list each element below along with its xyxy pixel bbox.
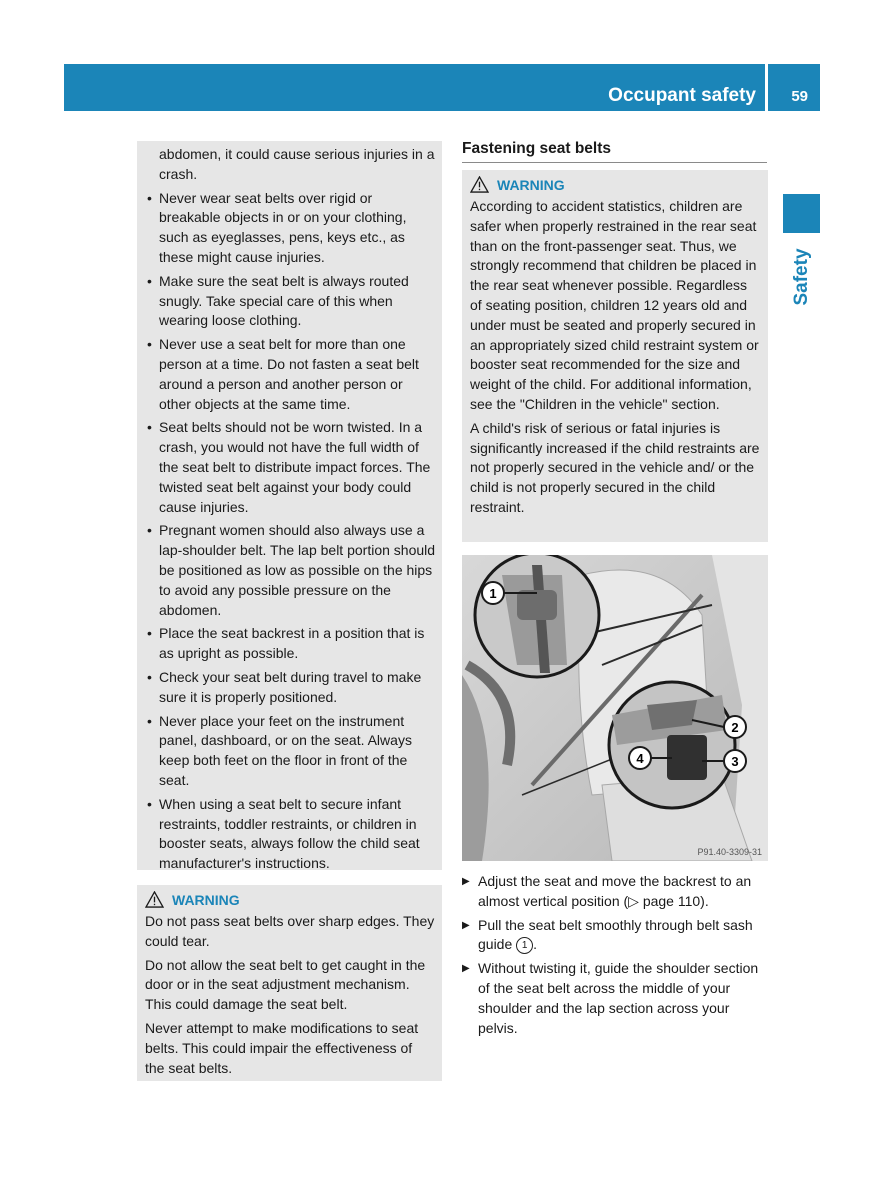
warning-heading [145,891,435,908]
warning-paragraph: Do not allow the seat belt to get caught in the door or in the seat adjustment mechanism. This could damage the seat belt. [145,956,426,1013]
chapter-title: Occupant safety [608,85,756,106]
svg-text:4: 4 [636,751,644,766]
right-warning-box [462,170,768,542]
warning-heading [470,176,762,193]
warning-paragraph: A child's risk of serious or fatal injuries is significantly increased if the child restraints are not properly secured in the vehicle and/ or the child is not properly secured in the child restraint. [470,419,760,515]
step-arrow-icon: ▶ [462,876,470,887]
left-warning-box [137,885,442,1081]
list-item: ▶ Pull the seat belt smoothly through belt sash guide 1 . [462,916,753,953]
list-item: • Never use a seat belt for more than one person at a time. Do not fasten a seat belt around a person and another person or other objects at the same time. [147,336,419,412]
callout-ref-icon: 1 [516,937,533,954]
section-tab-label: Safety [790,248,812,306]
section-tab-marker [783,194,820,233]
list-item: • Make sure the seat belt is always routed snugly. Take special care of this when wearing loose clothing. [147,272,409,329]
warning-triangle-icon [145,891,164,908]
list-item: • Never place your feet on the instrument panel, dashboard, or on the seat. Always keep both feet on the floor in front of the seat. [147,712,412,788]
step-arrow-icon: ▶ [462,919,470,931]
warning-triangle-icon [470,176,489,193]
list-item: • Check your seat belt during travel to make sure it is properly positioned. [147,668,422,705]
list-item: ▶ Without twisting it, guide the shoulder section of the seat belt across the middle of your shoulder and the lap section across your pelvis. [462,960,759,1036]
instruction-steps [462,872,768,1042]
seat-belt-illustration [462,555,768,861]
list-item: • When using a seat belt to secure infant restraints, toddler restraints, or children in booster seats, always follow the child seat manufacturer's instructions. [147,795,420,872]
continued-text: abdomen, it could cause serious injuries in a crash. [159,146,435,182]
section-tab [783,240,820,314]
warning-title: WARNING [497,176,565,193]
figure-code: P91.40-3309-31 [697,847,762,857]
page-number: 59 [791,88,808,105]
list-item: • Place the seat backrest in a position that is as upright as possible. [147,625,425,662]
car-interior-image [462,555,768,861]
svg-text:3: 3 [731,754,739,769]
warning-paragraph: According to accident statistics, children are safer when properly restrained in the rear seat than on the front-passenger seat. Thus, we strongly recommend that children be placed in the rear seat whenever possible. Regardless of seating position, children 12 years old and under must be seated and properly secured in an appropriately sized child restraint system or booster seat recommended for the size and weight of the child. For additional information, see the "Children in the vehicle" section. [470,198,759,412]
svg-text:1: 1 [489,586,497,601]
section-title: Fastening seat belts [462,140,767,163]
page-header [64,64,820,111]
warning-paragraph: Never attempt to make modifications to seat belts. This could impair the effectiveness of the seat belts. [145,1019,419,1076]
warning-title: WARNING [172,891,240,908]
list-item: ▶ Adjust the seat and move the backrest to an almost vertical position (▷ page 110). [462,873,752,909]
svg-text:2: 2 [731,720,739,735]
list-item: • Pregnant women should also always use a lap-shoulder belt. The lap belt portion should be positioned as low as possible on the hips to avoid any possible pressure on the abdomen. [147,522,436,618]
left-bullet-box [137,141,442,870]
header-divider [765,64,768,111]
safety-bullet-list [137,189,442,874]
warning-paragraph: Do not pass seat belts over sharp edges. They could tear. [145,913,435,949]
list-item: • Seat belts should not be worn twisted. In a crash, you would not have the full width of the seat belt to distribute impact forces. The twisted seat belt against your body could cause injuries. [147,419,431,515]
list-item: • Never wear seat belts over rigid or breakable objects in or on your clothing, such as eyeglasses, pens, keys etc., as these might cause injuries. [147,189,407,265]
step-arrow-icon: ▶ [462,963,470,975]
